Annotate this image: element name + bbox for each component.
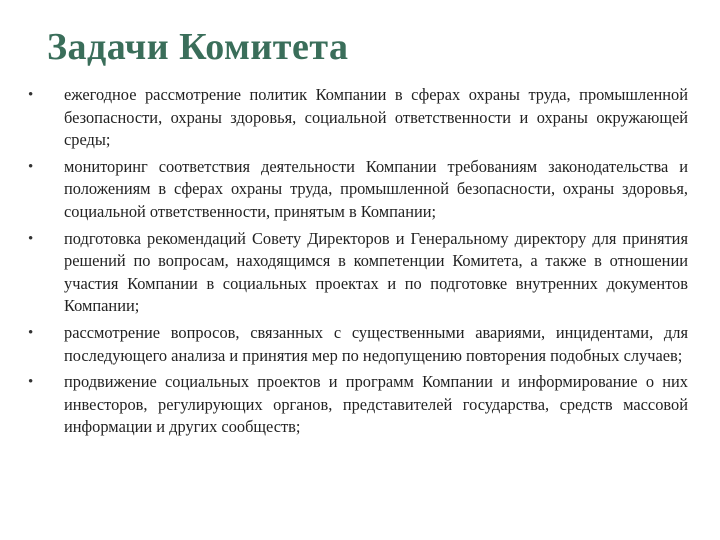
list-item-text: ежегодное рассмотрение политик Компании в сферах охраны труда, промышленной безопасности, охраны здоровья, социальной ответственности и охраны окружающей среды; <box>64 85 688 150</box>
list-item-text: подготовка рекомендаций Совету Директоров и Генеральному директору для принятия решений по вопросам, находящимся в компетенции Комитета, а также в отношении участия Компании в социальных проектах и по подготовке внутренних документов Компании; <box>64 228 688 316</box>
bullet-list <box>28 84 688 443</box>
bullet-icon: • <box>28 374 34 391</box>
list-item <box>28 156 688 224</box>
list-item <box>28 322 688 367</box>
list-item <box>28 371 688 439</box>
list-item-text: продвижение социальных проектов и программ Компании и информирование о них инвесторов, регулирующих органов, представителей государства, средств массовой информации и других сообществ; <box>64 372 688 437</box>
bullet-icon: • <box>28 87 34 103</box>
list-item <box>28 84 688 152</box>
slide-title: Задачи Комитета <box>47 26 349 68</box>
list-item-text: рассмотрение вопросов, связанных с существенными авариями, инцидентами, для последующего анализа и принятия мер по недопущению повторения подобных случаев; <box>64 322 688 365</box>
list-item-text: мониторинг соответствия деятельности Компании требованиям законодательства и положениям в сферах охраны труда, промышленной безопасности, охраны здоровья, социальной ответственности, принятым в Компании; <box>64 156 688 221</box>
bullet-icon: • <box>28 158 34 175</box>
bullet-icon: • <box>28 230 34 247</box>
bullet-icon: • <box>28 324 34 341</box>
list-item <box>28 228 688 318</box>
